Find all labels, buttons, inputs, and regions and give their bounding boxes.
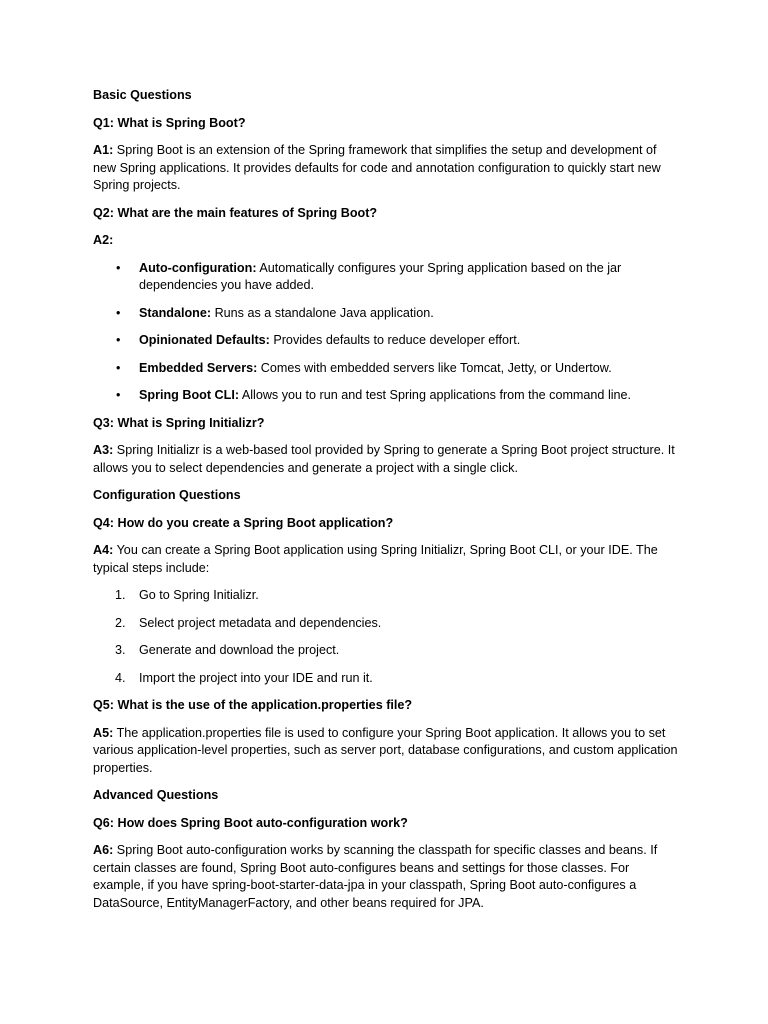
- answer-text-a3: Spring Initializr is a web-based tool provided by Spring to generate a Spring Boot project structure. It allows you to select dependencies and generate a project with a single click.: [93, 443, 675, 475]
- step-text: Generate and download the project.: [139, 643, 340, 657]
- feature-desc: Provides defaults to reduce developer effort.: [269, 333, 521, 347]
- feature-desc: Runs as a standalone Java application.: [211, 305, 434, 320]
- answer-text-a4: You can create a Spring Boot application using Spring Initializr, Spring Boot CLI, or your IDE. The typical steps include:: [93, 543, 658, 575]
- answer-text-a5: The application.properties file is used to configure your Spring Boot application. It allows you to set various application-level properties, such as server port, database configurations, and custom application properties.: [93, 725, 678, 775]
- answer-a5: [93, 725, 683, 778]
- list-item: [93, 360, 683, 378]
- question-q4: Q4: How do you create a Spring Boot application?: [93, 515, 394, 530]
- list-item: [93, 260, 683, 295]
- answer-label-a2: [93, 232, 683, 250]
- question-q6: Q6: How does Spring Boot auto-configuration work?: [93, 815, 408, 830]
- feature-term: Opinionated Defaults:: [139, 333, 270, 347]
- list-item: [93, 670, 683, 688]
- step-number: 3.: [115, 643, 126, 657]
- answer-a6: [93, 842, 683, 912]
- list-item: [93, 642, 683, 660]
- feature-list: [93, 260, 683, 405]
- list-item: [93, 332, 683, 350]
- question-q3: Q3: What is Spring Initializr?: [93, 415, 265, 430]
- answer-a4: [93, 542, 683, 577]
- feature-term: Auto-configuration:: [139, 260, 257, 275]
- question-q2: Q2: What are the main features of Spring Boot?: [93, 205, 378, 220]
- section-heading-configuration: Configuration Questions: [93, 488, 241, 502]
- question-q1: Q1: What is Spring Boot?: [93, 115, 246, 130]
- list-item: [93, 615, 683, 633]
- question-q5: Q5: What is the use of the application.properties file?: [93, 698, 413, 712]
- answer-a1: [93, 142, 683, 195]
- feature-desc: Automatically configures your Spring application based on the jar dependencies you have added.: [139, 260, 622, 292]
- steps-list: [93, 587, 683, 687]
- bullet-icon: •: [116, 260, 121, 275]
- step-text: Select project metadata and dependencies.: [139, 615, 382, 630]
- step-number: 2.: [115, 615, 126, 630]
- bullet-icon: •: [116, 360, 121, 375]
- section-heading-advanced: Advanced Questions: [93, 788, 219, 802]
- step-text: Go to Spring Initializr.: [139, 588, 259, 602]
- list-item: [93, 305, 683, 323]
- feature-desc: Allows you to run and test Spring applications from the command line.: [239, 388, 632, 402]
- section-heading-basic: Basic Questions: [93, 88, 192, 102]
- bullet-icon: •: [116, 305, 121, 320]
- list-item: [93, 587, 683, 605]
- answer-label-a5: A5:: [93, 725, 114, 740]
- answer-label-a4: A4:: [93, 543, 114, 557]
- answer-label-a3: A3:: [93, 443, 114, 457]
- bullet-icon: •: [116, 333, 121, 347]
- feature-term: Embedded Servers:: [139, 360, 258, 375]
- answer-label-a1: A1:: [93, 143, 114, 157]
- feature-desc: Comes with embedded servers like Tomcat, Jetty, or Undertow.: [257, 360, 612, 375]
- list-item: [93, 387, 683, 405]
- feature-term: Standalone:: [139, 305, 212, 320]
- step-number: 4.: [115, 670, 126, 685]
- step-text: Import the project into your IDE and run it.: [139, 670, 373, 685]
- answer-label-a2-text: A2:: [93, 233, 114, 247]
- step-number: 1.: [115, 588, 126, 602]
- bullet-icon: •: [116, 388, 121, 402]
- document-page: [93, 87, 683, 922]
- feature-term: Spring Boot CLI:: [139, 388, 240, 402]
- answer-text-a1: Spring Boot is an extension of the Spring framework that simplifies the setup and development of new Spring applications. It provides defaults for code and annotation configuration to quickly start new Spring projects.: [93, 143, 661, 192]
- answer-label-a6: A6:: [93, 843, 114, 857]
- answer-a3: [93, 442, 683, 477]
- answer-text-a6: Spring Boot auto-configuration works by scanning the classpath for specific classes and beans. If certain classes are found, Spring Boot auto-configures beans and settings for those classes. For example, if you have spring-boot-starter-data-jpa in your classpath, Spring Boot auto-configures a DataSource, EntityManagerFactory, and other beans required for JPA.: [93, 843, 658, 910]
